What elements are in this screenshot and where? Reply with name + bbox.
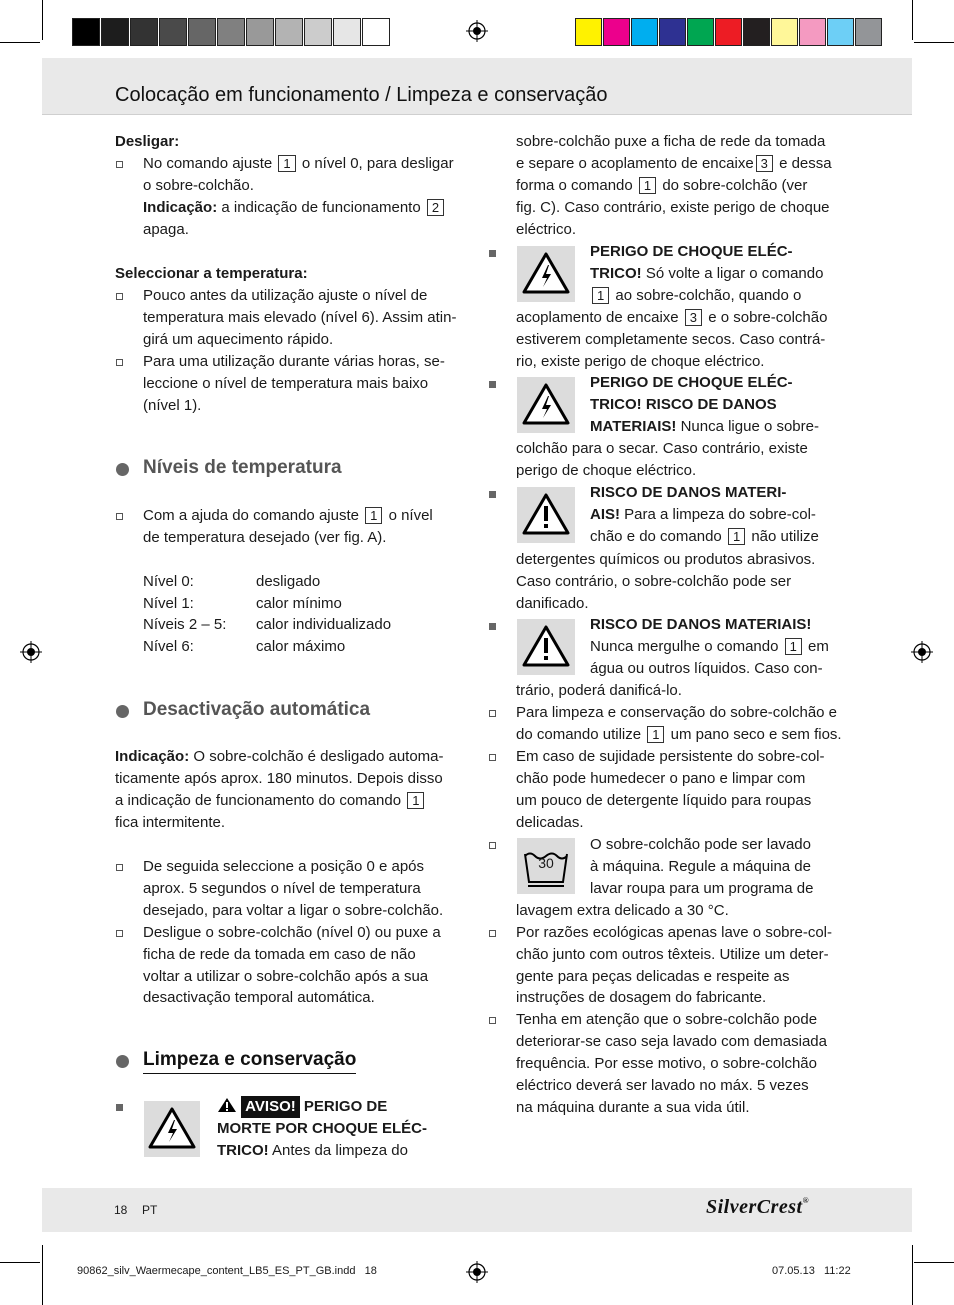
nivel-row-key: Nível 0: bbox=[143, 573, 194, 590]
cmyk-swatch bbox=[687, 18, 714, 46]
gray-swatch bbox=[130, 18, 158, 46]
print-date: 07.05.13 11:22 bbox=[772, 1265, 851, 1277]
gray-swatch bbox=[333, 18, 361, 46]
section-dot bbox=[116, 705, 129, 718]
rb3-l2: à máquina. Regule a máquina de bbox=[590, 858, 811, 875]
w2-l1: PERIGO DE CHOQUE ELÉC- bbox=[590, 243, 793, 260]
sel-b2-l3: (nível 1). bbox=[143, 397, 202, 414]
rb2-l3: um pouco de detergente líquido para roupas bbox=[516, 792, 812, 809]
desligar-line-4: apaga. bbox=[143, 221, 189, 238]
warning-box bbox=[517, 619, 575, 675]
registration-mark-icon bbox=[466, 20, 488, 42]
niveis-line-1: Com a ajuda do comando ajuste 1 o nível bbox=[143, 507, 433, 524]
sel-b1-l3: girá um aquecimento rápido. bbox=[143, 331, 334, 348]
bullet bbox=[489, 754, 496, 761]
desact-b1-l2: aprox. 5 segundos o nível de temperatura bbox=[143, 880, 421, 897]
cmyk-swatch bbox=[827, 18, 854, 46]
registration-mark-icon bbox=[911, 641, 933, 663]
r-cont-l4: fig. C). Caso contrário, existe perigo de choque bbox=[516, 199, 830, 216]
section-dot bbox=[116, 463, 129, 476]
r-cont-l1: sobre-colchão puxe a ficha de rede da tomada bbox=[516, 133, 826, 150]
r-cont-l5: eléctrico. bbox=[516, 221, 577, 238]
rb5-l5: na máquina durante a sua vida útil. bbox=[516, 1099, 750, 1116]
w2-l3: 1 ao sobre-colchão, quando o bbox=[590, 285, 801, 307]
niveis-heading: Níveis de temperatura bbox=[143, 457, 342, 478]
cmyk-swatch bbox=[855, 18, 882, 46]
sel-b1-l1: Pouco antes da utilização ajuste o nível de bbox=[143, 287, 428, 304]
nivel-row-value: calor mínimo bbox=[256, 595, 342, 612]
w4-l6: danificado. bbox=[516, 595, 589, 612]
r-cont-l2: e separe o acoplamento de encaixe 3 e dessa bbox=[516, 155, 832, 172]
bullet bbox=[116, 1104, 123, 1111]
electric-shock-warning-icon bbox=[517, 377, 575, 433]
desact-b2-l4: desactivação temporal automática. bbox=[143, 989, 375, 1006]
gray-swatch bbox=[217, 18, 245, 46]
rb4-l1: Por razões ecológicas apenas lave o sobre-col- bbox=[516, 924, 833, 941]
cmyk-swatch bbox=[659, 18, 686, 46]
page-number: 18 bbox=[114, 1203, 128, 1217]
niveis-line-2: de temperatura desejado (ver fig. A). bbox=[143, 529, 387, 546]
crop-mark bbox=[0, 42, 40, 43]
bullet bbox=[116, 930, 123, 937]
file-info: 90862_silv_Waermecape_content_LB5_ES_PT_GB.indd 18 bbox=[77, 1265, 377, 1277]
gray-swatch bbox=[101, 18, 129, 46]
crop-mark bbox=[42, 0, 43, 40]
gray-swatch bbox=[188, 18, 216, 46]
brand-logo: SilverCrest® bbox=[706, 1196, 810, 1218]
exclamation-warning-icon bbox=[517, 619, 575, 675]
nivel-row-value: desligado bbox=[256, 573, 321, 590]
cmyk-swatch bbox=[715, 18, 742, 46]
bullet bbox=[489, 1017, 496, 1024]
cmyk-swatch bbox=[799, 18, 826, 46]
w5-l2: Nunca mergulhe o comando 1 em bbox=[590, 638, 829, 655]
bullet bbox=[116, 161, 123, 168]
bullet bbox=[489, 930, 496, 937]
w3-l1: PERIGO DE CHOQUE ELÉC- bbox=[590, 374, 793, 391]
bullet bbox=[116, 513, 123, 520]
crop-mark bbox=[914, 42, 954, 43]
r-cont-l3: forma o comando 1 do sobre-colchão (ver bbox=[516, 177, 808, 194]
rb5-l2: deteriorar-se caso seja lavado com demasiada bbox=[516, 1033, 827, 1050]
w5-l3: água ou outros líquidos. Caso con- bbox=[590, 660, 823, 677]
cmyk-swatch bbox=[631, 18, 658, 46]
rb2-l2: chão pode humedecer o pano e limpar com bbox=[516, 770, 806, 787]
gray-swatch bbox=[304, 18, 332, 46]
bullet bbox=[116, 359, 123, 366]
seleccionar-heading: Seleccionar a temperatura: bbox=[115, 265, 308, 282]
warning-box bbox=[517, 377, 575, 433]
rb1-l1: Para limpeza e conservação do sobre-colchão e bbox=[516, 704, 838, 721]
nivel-row-key: Nível 6: bbox=[143, 638, 194, 655]
w3-l3: MATERIAIS! Nunca ligue o sobre- bbox=[590, 418, 819, 435]
desact-b2-l2: ficha de rede da tomada em caso de não bbox=[143, 946, 416, 963]
warning-box bbox=[517, 487, 575, 543]
w5-l1: RISCO DE DANOS MATERIAIS! bbox=[590, 616, 812, 633]
electric-shock-warning-icon bbox=[144, 1101, 200, 1157]
rb1-l2: do comando utilize 1 um pano seco e sem fios. bbox=[516, 726, 842, 743]
warning-box bbox=[517, 246, 575, 302]
bullet bbox=[116, 293, 123, 300]
warning-box bbox=[144, 1101, 200, 1157]
limpeza-warning-line-1: AVISO! PERIGO DE bbox=[217, 1096, 387, 1118]
gray-swatch bbox=[275, 18, 303, 46]
desligar-line-2: o sobre-colchão. bbox=[143, 177, 254, 194]
limpeza-heading: Limpeza e conservação bbox=[143, 1049, 356, 1074]
rb2-l1: Em caso de sujidade persistente do sobre-col- bbox=[516, 748, 825, 765]
w4-l3: chão e do comando 1 não utilize bbox=[590, 528, 819, 545]
section-dot bbox=[116, 1055, 129, 1068]
electric-shock-warning-icon bbox=[517, 246, 575, 302]
limpeza-warning-line-3: TRICO! Antes da limpeza do bbox=[217, 1142, 408, 1159]
desact-b1-l3: desejado, para voltar a ligar o sobre-colchão. bbox=[143, 902, 444, 919]
desact-line-3: a indicação de funcionamento do comando 1 bbox=[115, 790, 426, 812]
cmyk-swatch bbox=[743, 18, 770, 46]
cmyk-swatch bbox=[771, 18, 798, 46]
nivel-row-key: Níveis 2 – 5: bbox=[143, 616, 227, 633]
page-title: Colocação em funcionamento / Limpeza e conservação bbox=[115, 84, 608, 106]
language-code: PT bbox=[142, 1203, 158, 1217]
w3-l2: TRICO! RISCO DE DANOS bbox=[590, 396, 777, 413]
gray-swatch bbox=[72, 18, 100, 46]
w2-l6: rio, existe perigo de choque eléctrico. bbox=[516, 353, 765, 370]
w4-l4: detergentes químicos ou produtos abrasivos. bbox=[516, 551, 816, 568]
nivel-row-value: calor individualizado bbox=[256, 616, 392, 633]
crop-mark bbox=[912, 1245, 913, 1305]
gray-swatch bbox=[362, 18, 390, 46]
rb3-l4: lavagem extra delicado a 30 °C. bbox=[516, 902, 729, 919]
rb3-l3: lavar roupa para um programa de bbox=[590, 880, 814, 897]
limpeza-warning-line-2: MORTE POR CHOQUE ELÉC- bbox=[217, 1120, 428, 1137]
w4-l2: AIS! Para a limpeza do sobre-col- bbox=[590, 506, 816, 523]
nivel-row-value: calor máximo bbox=[256, 638, 346, 655]
w3-l5: perigo de choque eléctrico. bbox=[516, 462, 697, 479]
cmyk-swatch bbox=[603, 18, 630, 46]
title-rule bbox=[42, 114, 912, 115]
bullet bbox=[489, 491, 496, 498]
rb5-l3: frequência. Por esse motivo, o sobre-colchão bbox=[516, 1055, 817, 1072]
desact-line-4: fica intermitente. bbox=[115, 814, 226, 831]
registration-mark-icon bbox=[466, 1261, 488, 1283]
bullet bbox=[489, 710, 496, 717]
desact-b2-l1: Desligue o sobre-colchão (nível 0) ou puxe a bbox=[143, 924, 441, 941]
rb5-l4: eléctrico deverá ser lavado no máx. 5 vezes bbox=[516, 1077, 809, 1094]
registration-mark-icon bbox=[20, 641, 42, 663]
rb4-l2: chão junto com outros têxteis. Utilize um deter- bbox=[516, 946, 829, 963]
sel-b2-l1: Para uma utilização durante várias horas, se- bbox=[143, 353, 445, 370]
rb2-l4: delicadas. bbox=[516, 814, 584, 831]
desact-b2-l3: voltar a utilizar o sobre-colchão após a sua bbox=[143, 968, 429, 985]
cmyk-swatch bbox=[575, 18, 602, 46]
desact-b1-l1: De seguida seleccione a posição 0 e após bbox=[143, 858, 425, 875]
rb4-l3: gente para peças delicadas e respeite as bbox=[516, 968, 790, 985]
desact-line-2: ticamente após aprox. 180 minutos. Depois disso bbox=[115, 770, 443, 787]
bullet bbox=[116, 864, 123, 871]
w5-l4: trário, poderá danificá-lo. bbox=[516, 682, 682, 699]
bullet bbox=[489, 842, 496, 849]
rb3-l1: O sobre-colchão pode ser lavado bbox=[590, 836, 811, 853]
crop-mark bbox=[914, 1262, 954, 1263]
crop-mark bbox=[42, 1245, 43, 1305]
rb4-l4: instruções de dosagem do fabricante. bbox=[516, 989, 767, 1006]
bullet bbox=[489, 623, 496, 630]
desact-line-1: Indicação: O sobre-colchão é desligado automa- bbox=[115, 748, 444, 765]
desactivacao-heading: Desactivação automática bbox=[143, 699, 371, 720]
wash-temperature: 30 bbox=[538, 855, 554, 871]
desligar-indicacao: Indicação: a indicação de funcionamento 2 bbox=[143, 197, 446, 219]
desligar-heading: Desligar: bbox=[115, 133, 180, 150]
w4-l5: Caso contrário, o sobre-colchão pode ser bbox=[516, 573, 792, 590]
sel-b2-l2: leccione o nível de temperatura mais baixo bbox=[143, 375, 429, 392]
rb5-l1: Tenha em atenção que o sobre-colchão pode bbox=[516, 1011, 818, 1028]
crop-mark bbox=[0, 1262, 40, 1263]
w2-l5: estiverem completamente secos. Caso contrá- bbox=[516, 331, 826, 348]
gray-swatch bbox=[159, 18, 187, 46]
bullet bbox=[489, 381, 496, 388]
bullet bbox=[489, 250, 496, 257]
nivel-row-key: Nível 1: bbox=[143, 595, 194, 612]
w2-l4: acoplamento de encaixe 3 e o sobre-colchão bbox=[516, 309, 828, 326]
crop-mark bbox=[912, 0, 913, 40]
gray-swatch bbox=[246, 18, 274, 46]
w3-l4: colchão para o secar. Caso contrário, existe bbox=[516, 440, 808, 457]
w2-l2: TRICO! Só volte a ligar o comando bbox=[590, 265, 824, 282]
exclamation-warning-icon bbox=[517, 487, 575, 543]
caution-triangle-icon bbox=[217, 1097, 237, 1113]
desligar-line-1: No comando ajuste 1 o nível 0, para desligar bbox=[143, 155, 454, 172]
sel-b1-l2: temperatura mais elevado (nível 6). Assim atin- bbox=[143, 309, 457, 326]
w4-l1: RISCO DE DANOS MATERI- bbox=[590, 484, 787, 501]
